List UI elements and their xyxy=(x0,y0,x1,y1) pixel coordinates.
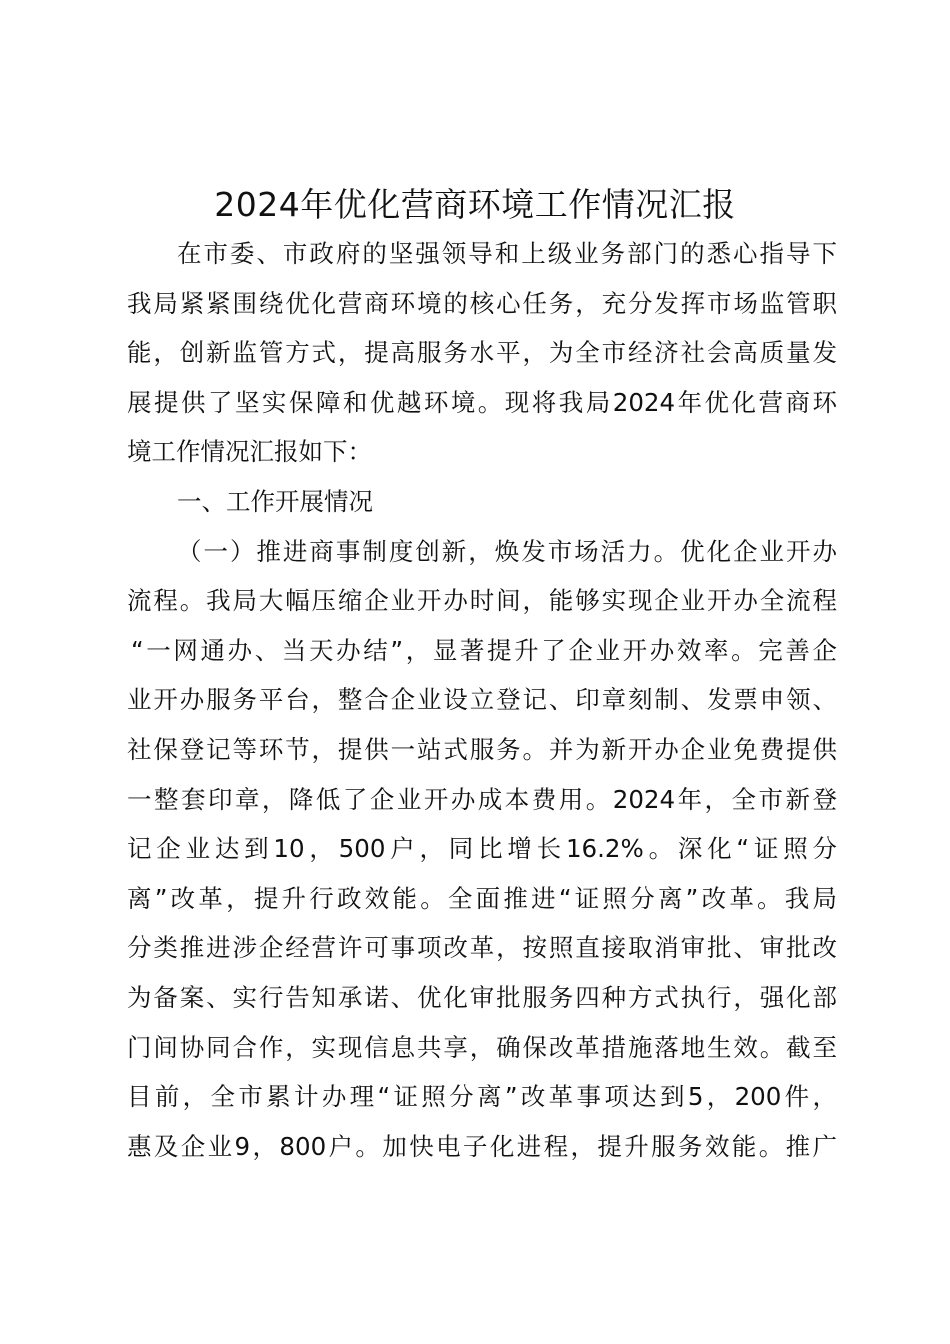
paragraph-line: 一整套印章，降低了企业开办成本费用。2024年，全市新登 xyxy=(127,784,837,814)
paragraph-line: 能，创新监管方式，提高服务水平，为全市经济社会高质量发 xyxy=(127,338,837,368)
paragraph-line: 业开办服务平台，整合企业设立登记、印章刻制、发票申领、 xyxy=(127,685,837,715)
paragraph-line: “一网通办、当天办结”，显著提升了企业开办效率。完善企 xyxy=(131,635,837,665)
paragraph-line: 流程。我局大幅压缩企业开办时间，能够实现企业开办全流程 xyxy=(127,586,837,616)
paragraph-line: 分类推进涉企经营许可事项改革，按照直接取消审批、审批改 xyxy=(127,933,837,963)
paragraph-line: 门间协同合作，实现信息共享，确保改革措施落地生效。截至 xyxy=(127,1032,837,1062)
paragraph-line: 在市委、市政府的坚强领导和上级业务部门的悉心指导下 xyxy=(177,239,837,268)
paragraph-line: （一）推进商事制度创新，焕发市场活力。优化企业开办 xyxy=(177,536,837,566)
paragraph-line: 离”改革，提升行政效能。全面推进“证照分离”改革。我局 xyxy=(127,883,837,913)
paragraph-line: 目前，全市累计办理“证照分离”改革事项达到5，200件， xyxy=(127,1082,837,1112)
document-title: 2024年优化营商环境工作情况汇报 xyxy=(214,185,736,224)
paragraph-line: 记企业达到10，500户，同比增长16.2%。深化“证照分 xyxy=(127,834,837,864)
paragraph-line: 展提供了坚实保障和优越环境。现将我局2024年优化营商环 xyxy=(127,387,837,417)
document-body xyxy=(127,229,837,1171)
paragraph-line: 我局紧紧围绕优化营商环境的核心任务，充分发挥市场监管职 xyxy=(127,288,837,318)
section-heading: 一、工作开展情况 xyxy=(177,486,373,516)
paragraph-line: 社保登记等环节，提供一站式服务。并为新开办企业免费提供 xyxy=(127,734,837,764)
paragraph-line: 境工作情况汇报如下： xyxy=(127,437,372,467)
paragraph-line: 为备案、实行告知承诺、优化审批服务四种方式执行，强化部 xyxy=(127,982,837,1012)
paragraph-line: 惠及企业9，800户。加快电子化进程，提升服务效能。推广 xyxy=(127,1131,837,1161)
